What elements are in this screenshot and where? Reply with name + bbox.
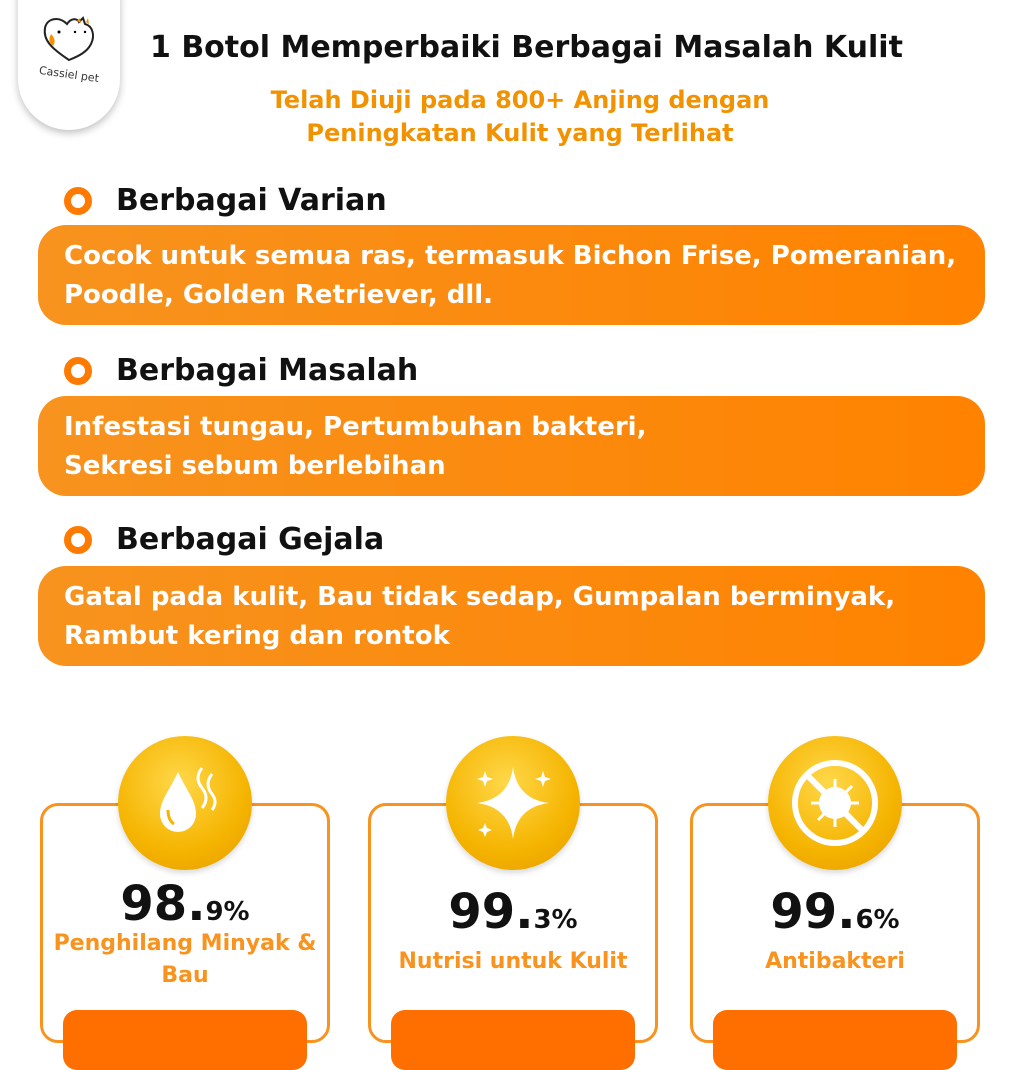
bullet-ring-icon xyxy=(64,526,92,554)
stat-label: Antibakteri xyxy=(765,949,905,974)
oil-drop-icon xyxy=(118,736,252,870)
box-line: Infestasi tungau, Pertumbuhan bakteri, xyxy=(64,412,647,442)
stat-value: 98.9% xyxy=(120,876,250,932)
dog-cat-heart-icon xyxy=(41,16,97,62)
heading-text: Berbagai Varian xyxy=(116,183,387,218)
heading-text: Berbagai Gejala xyxy=(116,522,385,557)
stat-card-nutrition xyxy=(368,803,658,1043)
stat-label: Penghilang Minyak & Bau xyxy=(53,931,317,988)
stat-label: Nutrisi untuk Kulit xyxy=(398,949,628,974)
box-line: Sekresi sebum berlebihan xyxy=(64,451,446,481)
subtitle-line-2: Peningkatan Kulit yang Terlihat xyxy=(306,119,734,147)
box-line: Rambut kering dan rontok xyxy=(64,621,450,651)
section-heading-masalah xyxy=(64,353,418,388)
section-box-gejala xyxy=(38,566,985,666)
stat-card-antibacterial xyxy=(690,803,980,1043)
section-heading-varian xyxy=(64,183,387,218)
stat-card-oil xyxy=(40,803,330,1043)
card-footer-bar xyxy=(713,1010,957,1070)
box-line: Poodle, Golden Retriever, dll. xyxy=(64,280,494,310)
sparkle-icon xyxy=(446,736,580,870)
subtitle-line-1: Telah Diuji pada 800+ Anjing dengan xyxy=(270,86,770,114)
brand-logo xyxy=(18,0,120,130)
card-footer-bar xyxy=(391,1010,635,1070)
stat-value: 99.3% xyxy=(448,884,578,940)
section-box-masalah xyxy=(38,396,985,496)
box-line: Gatal pada kulit, Bau tidak sedap, Gumpalan berminyak, xyxy=(64,582,896,612)
card-footer-bar xyxy=(63,1010,307,1070)
bullet-ring-icon xyxy=(64,357,92,385)
section-heading-gejala xyxy=(64,522,384,557)
stat-value: 99.6% xyxy=(770,884,900,940)
no-bacteria-icon xyxy=(768,736,902,870)
bullet-ring-icon xyxy=(64,187,92,215)
box-line: Cocok untuk semua ras, termasuk Bichon Frise, Pomeranian, xyxy=(64,241,957,271)
logo-text: Cassiel pet xyxy=(38,63,100,86)
page-title: 1 Botol Memperbaiki Berbagai Masalah Kulit xyxy=(150,30,903,65)
section-box-varian xyxy=(38,225,985,325)
heading-text: Berbagai Masalah xyxy=(116,353,419,388)
